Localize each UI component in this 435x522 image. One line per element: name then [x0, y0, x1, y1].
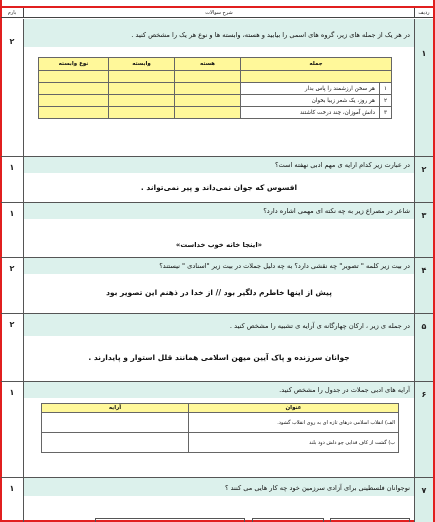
table-row: [39, 95, 392, 107]
statement-cell: ب) گشت از کاف فدایی چو دلش دود بلند: [189, 433, 399, 453]
question-row-6: [1, 382, 433, 478]
question-quote: پیش از اینها خاطرم دلگیر بود // از خدا در ذهنم این تصویر بود: [106, 288, 332, 297]
answer-cell[interactable]: [39, 107, 109, 119]
table-row: [42, 433, 399, 453]
question-row-1: [1, 19, 433, 157]
question-text: نوجوانان فلسطینی برای آزادی سرزمین خود چه کار هایی می کنند ؟: [24, 478, 414, 496]
question-number: ۲: [414, 157, 433, 202]
answer-cell[interactable]: [175, 71, 241, 83]
table-row: [39, 107, 392, 119]
question-body: [24, 314, 414, 381]
answer-cell[interactable]: [109, 95, 175, 107]
question-number: ۷: [414, 478, 433, 522]
row-number: ۱: [380, 83, 392, 95]
question-score: ۱: [1, 157, 24, 202]
col-sentence-header: جمله: [241, 58, 392, 71]
sentence-cell: هر سخن ارزشمند را پاس بدار: [241, 83, 380, 95]
bottom-tab: [252, 518, 324, 522]
question-row-7: [1, 478, 433, 522]
question-text: در بیت زیر کلمه " تصویر" چه نقشی دارد؟ به چه دلیل جملات در بیت زیر "اسنادی " نیستند؟: [24, 258, 414, 274]
question-number: ۱: [414, 19, 433, 156]
bottom-tab: [330, 518, 410, 522]
question-body: [24, 382, 414, 477]
table-row: [39, 71, 392, 83]
answer-cell[interactable]: [42, 413, 189, 433]
question-score: ۱: [1, 478, 24, 522]
answer-cell[interactable]: [175, 83, 241, 95]
question-score: ۲: [1, 314, 24, 381]
question-row-2: [1, 157, 433, 203]
row-number: ۲: [380, 95, 392, 107]
question-body: [24, 19, 414, 156]
col-title-header: عنوان: [189, 404, 399, 413]
number-column-label: ردیف: [414, 8, 433, 18]
question-text: در جمله ی زیر ، ارکان چهارگانه ی آرایه ی تشبیه را مشخص کنید .: [24, 314, 414, 336]
question-body: [24, 203, 414, 257]
answer-cell[interactable]: [109, 71, 175, 83]
table-row: [42, 413, 399, 433]
question-row-3: [1, 203, 433, 258]
questions-column-label: شرح سوالات: [205, 10, 233, 16]
question-body: [24, 478, 414, 522]
answer-cell[interactable]: [42, 433, 189, 453]
table-header: [1, 8, 433, 18]
question-score: ۲: [1, 258, 24, 313]
question-body: [24, 157, 414, 202]
grammar-table: [38, 57, 392, 119]
question-score: ۲: [1, 19, 24, 156]
question-score: ۱: [1, 382, 24, 477]
empty-cell: [241, 71, 392, 83]
sentence-cell: دانش آموزان، چند درخت کاشتند: [241, 107, 380, 119]
question-text: آرایه های ادبی جملات در جدول را مشخص کنید.: [24, 382, 414, 398]
question-number: ۵: [414, 314, 433, 381]
figures-table: [41, 403, 399, 453]
question-number: ۳: [414, 203, 433, 257]
bottom-tab: [95, 518, 245, 522]
top-strip: [0, 0, 435, 8]
score-column-label: بارم: [1, 8, 24, 18]
question-text: در هر یک از جمله های زیر، گروه های اسمی را بیابید و هسته، وابسته ها و نوع هر یک را مشخص کنید .: [24, 19, 414, 47]
question-body: [24, 258, 414, 313]
question-quote: افسوس که جوان نمی‌داند و پیر نمی‌تواند .: [140, 183, 298, 192]
question-text: شاعر در مصراع زیر به چه نکته ای مهمی اشاره دارد؟: [24, 203, 414, 219]
question-row-4: [1, 258, 433, 314]
answer-cell[interactable]: [175, 107, 241, 119]
question-quote: جوانان سرزنده و پاک آیین میهن اسلامی همانند قلل استوار و پایدارند .: [88, 353, 350, 362]
answer-cell[interactable]: [175, 95, 241, 107]
answer-cell[interactable]: [109, 107, 175, 119]
question-score: ۱: [1, 203, 24, 257]
answer-cell[interactable]: [109, 83, 175, 95]
question-number: ۶: [414, 382, 433, 477]
question-quote: «اینجا خانه خوب خداست»: [175, 241, 263, 249]
answer-cell[interactable]: [39, 83, 109, 95]
sentence-cell: هر روز، یک شعر زیبا بخوان: [241, 95, 380, 107]
col-type-header: نوع وابسته: [39, 58, 109, 71]
col-figure-header: آرایه: [42, 404, 189, 413]
question-number: ۴: [414, 258, 433, 313]
answer-cell[interactable]: [39, 95, 109, 107]
col-dependent-header: وابسته: [109, 58, 175, 71]
question-text: در عبارت زیر کدام ارایه ی مهم ادبی نهفته است؟: [24, 157, 414, 173]
row-number: ۳: [380, 107, 392, 119]
table-row: [39, 83, 392, 95]
col-head-header: هسته: [175, 58, 241, 71]
statement-cell: الف) انقلاب اسلامی درهای تازه ای به روی انقلاب گشود.: [189, 413, 399, 433]
answer-cell[interactable]: [39, 71, 109, 83]
question-row-5: [1, 314, 433, 382]
